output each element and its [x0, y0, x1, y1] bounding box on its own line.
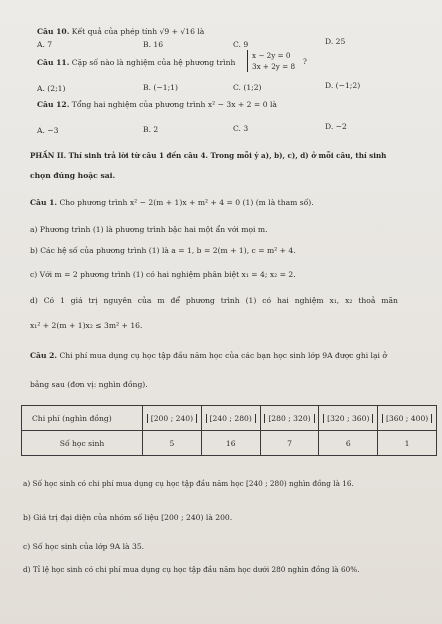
table-cell-count: 5 — [143, 431, 202, 456]
table-row — [22, 431, 437, 456]
c1-line — [30, 198, 314, 208]
table-row — [22, 406, 437, 431]
q11-system-eq2: 3x + 2y = 8 — [252, 62, 296, 71]
q10-option-a: A. 7 — [37, 40, 53, 49]
table-cell-count: 7 — [260, 431, 319, 456]
c2-item-d: d) Tỉ lệ học sinh có chi phí mua dụng cụ học tập đầu năm học dưới 280 nghìn đồng là 60%. — [23, 565, 360, 574]
q11-text: Cặp số nào là nghiệm của hệ phương trình — [71, 58, 236, 67]
table-cell-interval: [200 ; 240) — [143, 406, 202, 431]
part2-heading-cont: chọn đúng hoặc sai. — [30, 171, 116, 180]
c2-item-a: a) Số học sinh có chi phí mua dụng cụ học tập đầu năm học [240 ; 280) nghìn đồng là 16. — [23, 479, 354, 488]
table-cell-count: 1 — [378, 431, 437, 456]
q11-qmark: ? — [303, 57, 307, 66]
q10-line — [37, 27, 204, 37]
c2-item-b: b) Giá trị đại diện của nhóm số liệu [200 ; 240) là 200. — [23, 513, 233, 522]
c2-line — [30, 351, 387, 361]
q11-title: Câu 11. — [37, 58, 70, 67]
q10-text: Kết quả của phép tính √9 + √16 là — [71, 27, 205, 36]
q12-option-d: D. −2 — [325, 122, 347, 131]
c2-text: Chi phí mua dụng cụ học tập đầu năm học của các bạn học sinh lớp 9A được ghi lại ở — [59, 351, 387, 360]
cost-table — [21, 405, 437, 456]
q11-line — [37, 58, 235, 68]
q12-text: Tổng hai nghiệm của phương trình x² − 3x + 2 = 0 là — [71, 100, 277, 109]
table-cell-count: 16 — [201, 431, 260, 456]
table-header-cost: Chi phí (nghìn đồng) — [22, 406, 143, 431]
c1-item-d-condition: x₁² + 2(m + 1)x₂ ≤ 3m² + 16. — [30, 321, 143, 330]
q12-title: Câu 12. — [37, 100, 70, 109]
c1-item-c: c) Với m = 2 phương trình (1) có hai nghiệm phân biệt x₁ = 4; x₂ = 2. — [30, 270, 296, 279]
c1-title: Câu 1. — [30, 198, 58, 207]
q12-line — [37, 100, 277, 110]
table-cell-interval: [320 ; 360) — [319, 406, 378, 431]
c1-item-a: a) Phương trình (1) là phương trình bậc hai một ẩn với mọi m. — [30, 225, 268, 234]
q10-title: Câu 10. — [37, 27, 70, 36]
c1-item-b: b) Các hệ số của phương trình (1) là a = 1, b = 2(m + 1), c = m² + 4. — [30, 246, 296, 255]
table-cell-interval: [240 ; 280) — [201, 406, 260, 431]
q12-option-b: B. 2 — [143, 125, 159, 134]
table-cell-interval: [360 ; 400) — [378, 406, 437, 431]
q11-option-d: D. (−1;2) — [325, 81, 361, 90]
c2-text-cont: bảng sau (đơn vị: nghìn đồng). — [30, 380, 148, 389]
q10-option-c: C. 9 — [233, 40, 249, 49]
q11-option-a: A. (2;1) — [37, 84, 66, 93]
q11-system-brace — [247, 50, 248, 72]
table-cell-count: 6 — [319, 431, 378, 456]
c2-title: Câu 2. — [30, 351, 58, 360]
c2-item-c: c) Số học sinh của lớp 9A là 35. — [23, 542, 145, 551]
c1-text: Cho phương trình x² − 2(m + 1)x + m² + 4 = 0 (1) (m là tham số). — [59, 198, 314, 207]
table-header-students: Số học sinh — [22, 431, 143, 456]
q12-option-c: C. 3 — [233, 124, 249, 133]
q11-option-b: B. (−1;1) — [143, 83, 178, 92]
q10-option-d: D. 25 — [325, 37, 346, 46]
table-cell-interval: [280 ; 320) — [260, 406, 319, 431]
c1-item-d: d) Có 1 giá trị nguyên của m để phương trình (1) có hai nghiệm x₁, x₂ thoả mãn — [30, 296, 398, 305]
q11-system-eq1: x − 2y = 0 — [252, 51, 291, 60]
q12-option-a: A. −3 — [37, 126, 59, 135]
part2-heading: PHẦN II. Thí sinh trả lời từ câu 1 đến câu 4. Trong mỗi ý a), b), c), d) ở mỗi câu, thí sinh — [30, 151, 387, 160]
q10-option-b: B. 16 — [143, 40, 164, 49]
q11-option-c: C. (1;2) — [233, 83, 262, 92]
